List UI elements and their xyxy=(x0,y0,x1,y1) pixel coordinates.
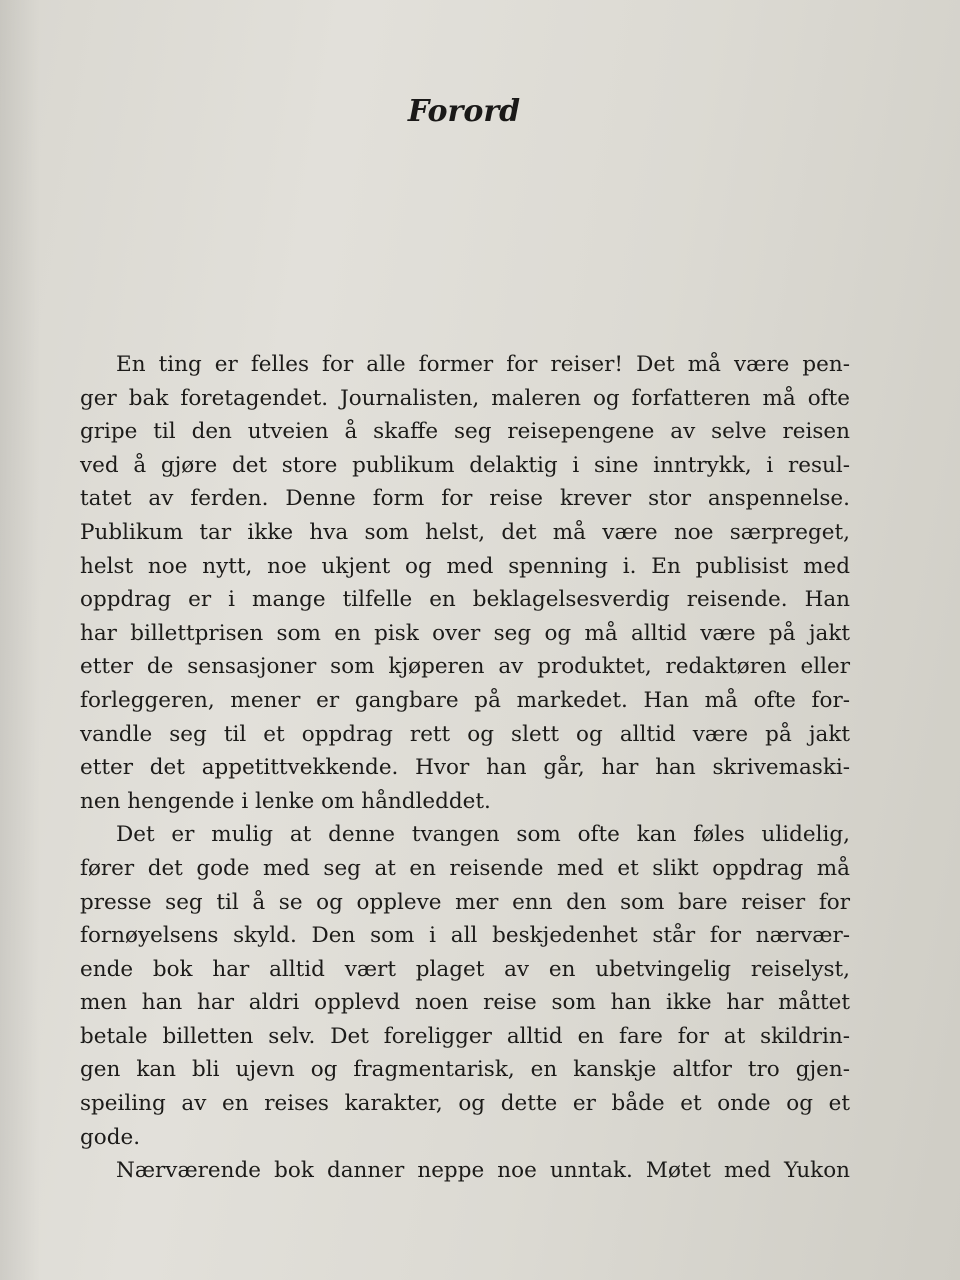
text-line: Nærværende bok danner neppe noe unntak. Møtet med Yukon xyxy=(116,1158,850,1184)
paragraph-2 xyxy=(80,818,850,1154)
text-line: En ting er felles for alle former for reiser! Det må være pen- xyxy=(116,352,850,377)
text-line: ved å gjøre det store publikum delaktig i sine inntrykk, i resul- xyxy=(80,452,850,478)
text-line: nen hengende i lenke om håndleddet. xyxy=(80,788,491,814)
text-line: fornøyelsens skyld. Den som i all beskjedenhet står for nærvær- xyxy=(80,923,850,949)
text-line: gen kan bli ujevn og fragmentarisk, en kanskje altfor tro gjen- xyxy=(80,1057,850,1083)
text-line: gripe til den utveien å skaffe seg reisepengene av selve reisen xyxy=(80,419,850,445)
text-line: etter det appetittvekkende. Hvor han går, har han skrivemaski- xyxy=(80,755,850,781)
paragraph-3 xyxy=(80,1154,850,1188)
text-line: vandle seg til et oppdrag rett og slett og alltid være på jakt xyxy=(80,721,850,747)
text-line: speiling av en reises karakter, og dette er både et onde og et xyxy=(80,1091,850,1117)
text-line: gode. xyxy=(80,1124,141,1150)
text-line: ger bak foretagendet. Journalisten, maleren og forfatteren må ofte xyxy=(80,385,850,411)
text-line: men han har aldri opplevd noen reise som han ikke har måttet xyxy=(80,990,850,1016)
paragraph-1 xyxy=(80,348,850,818)
text-line: tatet av ferden. Denne form for reise krever stor anspennelse. xyxy=(80,486,850,512)
page-title: Forord xyxy=(407,94,521,129)
text-line: Det er mulig at denne tvangen som ofte kan føles ulidelig, xyxy=(116,822,850,848)
text-line: etter de sensasjoner som kjøperen av produktet, redaktøren eller xyxy=(80,654,850,680)
text-line: presse seg til å se og oppleve mer enn den som bare reiser for xyxy=(80,889,850,915)
text-line: oppdrag er i mange tilfelle en beklagelsesverdig reisende. Han xyxy=(80,587,850,613)
text-line: har billettprisen som en pisk over seg og må alltid være på jakt xyxy=(80,620,850,646)
text-line: betale billetten selv. Det foreligger alltid en fare for at skildrin- xyxy=(80,1023,850,1049)
text-line: fører det gode med seg at en reisende med et slikt oppdrag må xyxy=(80,855,850,881)
body-text xyxy=(80,348,850,1188)
text-line: Publikum tar ikke hva som helst, det må være noe særpreget, xyxy=(80,519,850,545)
text-line: forleggeren, mener er gangbare på markedet. Han må ofte for- xyxy=(80,687,850,713)
page-edge-shadow xyxy=(0,0,40,1280)
text-line: helst noe nytt, noe ukjent og med spenning i. En publisist med xyxy=(80,553,850,579)
text-line: ende bok har alltid vært plaget av en ubetvingelig reiselyst, xyxy=(80,956,850,982)
